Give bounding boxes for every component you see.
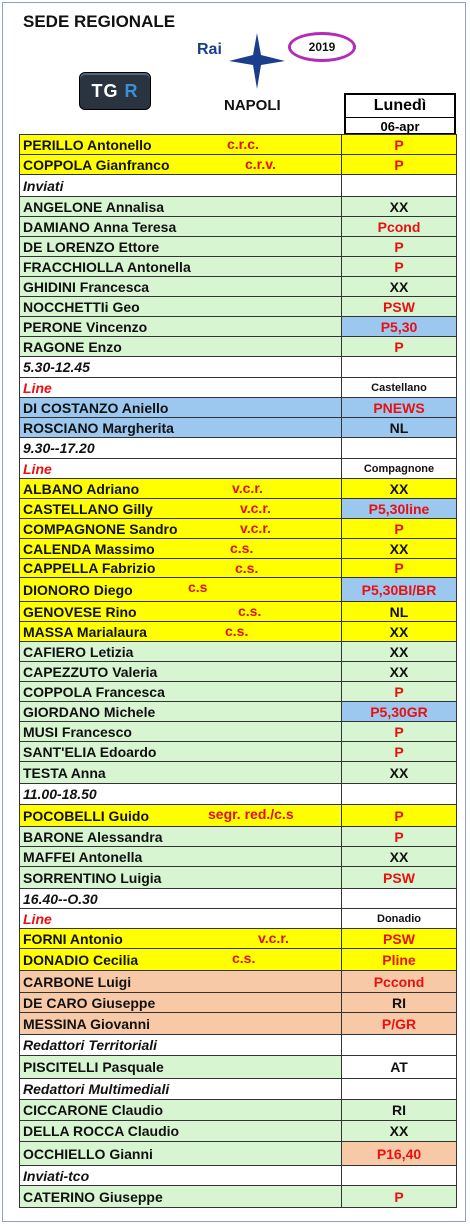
rai-star-icon <box>227 33 287 89</box>
role-label: c.s. <box>238 603 262 619</box>
table-row <box>20 378 457 398</box>
table-row <box>20 949 457 971</box>
table-row <box>20 418 457 438</box>
shift-value: P <box>342 682 457 702</box>
shift-value: P5,30BI/BR <box>342 578 457 602</box>
table-row <box>20 971 457 993</box>
table-row <box>20 1056 457 1079</box>
table-row <box>20 642 457 662</box>
row-name-text: DELLA ROCCA Claudio <box>23 1123 180 1139</box>
row-name-text: PERONE Vincenzo <box>23 318 148 335</box>
row-name-text: DONADIO Cecilia <box>23 951 139 968</box>
table-row <box>20 217 457 237</box>
shift-value: P16,40 <box>342 1142 457 1166</box>
row-name-text: DE CARO Giuseppe <box>23 994 156 1011</box>
section-label <box>20 784 342 805</box>
row-name-text: DIONORO Diego <box>23 581 133 598</box>
row-name-text: ROSCIANO Margherita <box>23 419 174 436</box>
day-header <box>344 93 456 135</box>
employee-name <box>20 1013 342 1035</box>
employee-name <box>20 499 342 519</box>
table-row <box>20 479 457 499</box>
table-row <box>20 867 457 889</box>
row-name-text: Redattori Territoriali <box>23 1037 158 1053</box>
row-name-text: GHIDINI Francesca <box>23 278 150 295</box>
table-row <box>20 297 457 317</box>
shift-value: RI <box>342 1100 457 1121</box>
table-row <box>20 889 457 909</box>
employee-name <box>20 418 342 438</box>
shift-value: AT <box>342 1056 457 1079</box>
employee-name <box>20 805 342 827</box>
roster-table <box>19 134 457 1208</box>
row-name-text: CALENDA Massimo <box>23 540 155 557</box>
row-name-text: CATERINO Giuseppe <box>23 1188 163 1205</box>
table-row <box>20 1079 457 1100</box>
row-name-text: TESTA Anna <box>23 764 106 781</box>
shift-value: P <box>342 135 457 155</box>
employee-name <box>20 742 342 762</box>
shift-value: Pline <box>342 949 457 971</box>
employee-name <box>20 762 342 784</box>
table-row <box>20 559 457 578</box>
row-name-text: DI COSTANZO Aniello <box>23 399 169 416</box>
row-name-text: Inviati-tco <box>23 1167 90 1184</box>
table-row <box>20 459 457 479</box>
page-title: SEDE REGIONALE <box>23 12 176 31</box>
table-row <box>20 1121 457 1142</box>
row-name-text: 9.30--17.20 <box>23 440 95 456</box>
row-name-text: OCCHIELLO Gianni <box>23 1145 153 1162</box>
row-name-text: RAGONE Enzo <box>23 338 122 355</box>
role-label: c.s. <box>230 540 254 556</box>
row-name-text: CAPPELLA Fabrizio <box>23 560 156 576</box>
shift-value: P <box>342 1186 457 1208</box>
row-name-text: ALBANO Adriano <box>23 480 140 497</box>
table-row <box>20 682 457 702</box>
row-name-text: POCOBELLI Guido <box>23 807 149 824</box>
employee-name <box>20 1121 342 1142</box>
employee-name <box>20 622 342 642</box>
table-row <box>20 357 457 378</box>
shift-value <box>342 175 457 197</box>
row-name-text: CAFIERO Letizia <box>23 643 134 660</box>
employee-name <box>20 337 342 357</box>
shift-value: PSW <box>342 929 457 949</box>
employee-name <box>20 277 342 297</box>
shift-value: XX <box>342 762 457 784</box>
day-name: Lunedì <box>346 95 454 118</box>
table-row <box>20 847 457 867</box>
table-row <box>20 805 457 827</box>
row-name-text: DAMIANO Anna Teresa <box>23 218 177 235</box>
table-row <box>20 784 457 805</box>
shift-value <box>342 889 457 909</box>
employee-name <box>20 237 342 257</box>
table-row <box>20 438 457 459</box>
employee-name <box>20 135 342 155</box>
table-row <box>20 1166 457 1186</box>
shift-value: P <box>342 742 457 762</box>
row-name-text: SORRENTINO Luigia <box>23 869 162 886</box>
role-label: c.r.c. <box>227 136 259 152</box>
shift-value: P <box>342 237 457 257</box>
shift-value <box>342 1035 457 1056</box>
shift-value: Compagnone <box>342 459 457 479</box>
table-row <box>20 762 457 784</box>
row-name-text: Line <box>23 910 52 927</box>
employee-name <box>20 993 342 1013</box>
shift-value: P <box>342 805 457 827</box>
employee-name <box>20 479 342 499</box>
role-label: c.s <box>188 579 208 595</box>
shift-value: Donadio <box>342 909 457 929</box>
shift-value: NL <box>342 418 457 438</box>
shift-value: P <box>342 337 457 357</box>
row-name-text: ANGELONE Annalisa <box>23 198 165 215</box>
table-row <box>20 662 457 682</box>
row-name-text: COPPOLA Gianfranco <box>23 156 170 173</box>
table-row <box>20 155 457 175</box>
role-label: c.s. <box>225 623 249 639</box>
shift-value: PSW <box>342 867 457 889</box>
shift-value: Pccond <box>342 971 457 993</box>
table-row <box>20 135 457 155</box>
employee-name <box>20 217 342 237</box>
shift-value: PNEWS <box>342 398 457 418</box>
row-name-text: COMPAGNONE Sandro <box>23 520 178 537</box>
employee-name <box>20 1142 342 1166</box>
shift-value: NL <box>342 602 457 622</box>
shift-value <box>342 784 457 805</box>
row-name-text: FORNI Antonio <box>23 930 123 947</box>
rai-brand-text: Rai <box>197 41 222 58</box>
shift-value: XX <box>342 1121 457 1142</box>
employee-name <box>20 578 342 602</box>
table-row <box>20 578 457 602</box>
row-name-text: Inviati <box>23 177 64 194</box>
row-name-text: DE LORENZO Ettore <box>23 238 160 255</box>
table-row <box>20 1013 457 1035</box>
table-row <box>20 929 457 949</box>
employee-name <box>20 559 342 578</box>
rai-logo <box>197 33 297 89</box>
employee-name <box>20 929 342 949</box>
table-row <box>20 742 457 762</box>
table-row <box>20 277 457 297</box>
employee-name <box>20 949 342 971</box>
shift-value: P <box>342 519 457 539</box>
row-name-text: MASSA Marialaura <box>23 623 147 640</box>
table-row <box>20 909 457 929</box>
employee-name <box>20 519 342 539</box>
employee-name <box>20 1100 342 1121</box>
table-row <box>20 702 457 722</box>
employee-name <box>20 317 342 337</box>
shift-value: P <box>342 559 457 578</box>
employee-name <box>20 539 342 559</box>
shift-value: XX <box>342 479 457 499</box>
employee-name <box>20 297 342 317</box>
line-label <box>20 459 342 479</box>
employee-name <box>20 257 342 277</box>
row-name-text: PISCITELLI Pasquale <box>23 1059 164 1075</box>
row-name-text: 11.00-18.50 <box>23 786 97 802</box>
row-name-text: MAFFEI Antonella <box>23 848 143 865</box>
table-row <box>20 539 457 559</box>
row-name-text: CICCARONE Claudio <box>23 1102 163 1118</box>
row-name-text: GIORDANO Michele <box>23 703 156 720</box>
shift-value: XX <box>342 622 457 642</box>
table-row <box>20 337 457 357</box>
row-name-text: 5.30-12.45 <box>23 359 90 375</box>
row-name-text: CAPEZZUTO Valeria <box>23 663 158 680</box>
row-name-text: GENOVESE Rino <box>23 603 137 620</box>
table-row <box>20 317 457 337</box>
line-label <box>20 378 342 398</box>
role-label: c.r.v. <box>245 156 276 172</box>
shift-value <box>342 438 457 459</box>
table-row <box>20 1142 457 1166</box>
city-label: NAPOLI <box>224 97 281 114</box>
table-row <box>20 1035 457 1056</box>
employee-name <box>20 398 342 418</box>
shift-value: P5,30GR <box>342 702 457 722</box>
table-row <box>20 175 457 197</box>
shift-value <box>342 1079 457 1100</box>
shift-value: XX <box>342 642 457 662</box>
day-date: 06-apr <box>380 119 420 134</box>
employee-name <box>20 722 342 742</box>
table-row <box>20 499 457 519</box>
section-label <box>20 1035 342 1056</box>
shift-value: XX <box>342 197 457 217</box>
employee-name <box>20 971 342 993</box>
shift-value: RI <box>342 993 457 1013</box>
role-label: c.s. <box>232 950 256 966</box>
row-name-text: FRACCHIOLLA Antonella <box>23 258 191 275</box>
row-name-text: Redattori Multimediali <box>23 1081 170 1097</box>
role-label: v.c.r. <box>258 930 289 946</box>
row-name-text: CASTELLANO Gilly <box>23 500 153 517</box>
table-row <box>20 827 457 847</box>
tgr-logo <box>79 72 151 110</box>
shift-value: PSW <box>342 297 457 317</box>
employee-name <box>20 155 342 175</box>
shift-value: P/GR <box>342 1013 457 1035</box>
shift-value <box>342 357 457 378</box>
row-name-text: Line <box>23 460 52 477</box>
row-name-text: 16.40--O.30 <box>23 890 98 907</box>
employee-name <box>20 1186 342 1208</box>
shift-value: P <box>342 722 457 742</box>
employee-name <box>20 662 342 682</box>
row-name-text: NOCCHETTIi Geo <box>23 298 140 315</box>
employee-name <box>20 1056 342 1079</box>
year-badge: 2019 <box>288 32 356 62</box>
section-label <box>20 438 342 459</box>
table-row <box>20 622 457 642</box>
shift-value <box>342 1166 457 1186</box>
table-row <box>20 993 457 1013</box>
table-row <box>20 398 457 418</box>
row-name-text: CARBONE Luigi <box>23 973 132 990</box>
employee-name <box>20 197 342 217</box>
employee-name <box>20 867 342 889</box>
section-label <box>20 1079 342 1100</box>
employee-name <box>20 827 342 847</box>
shift-value: XX <box>342 847 457 867</box>
table-row <box>20 257 457 277</box>
row-name-text: Line <box>23 379 52 396</box>
row-name-text: PERILLO Antonello <box>23 136 152 153</box>
row-name-text: MESSINA Giovanni <box>23 1015 151 1032</box>
role-label: v.c.r. <box>240 520 271 536</box>
shift-value: P <box>342 827 457 847</box>
role-label: segr. red./c.s <box>208 806 294 822</box>
section-label <box>20 889 342 909</box>
section-label <box>20 1166 342 1186</box>
table-row <box>20 237 457 257</box>
section-label <box>20 175 342 197</box>
table-row <box>20 1186 457 1208</box>
row-name-text: BARONE Alessandra <box>23 828 163 845</box>
table-row <box>20 722 457 742</box>
employee-name <box>20 682 342 702</box>
row-name-text: SANT'ELIA Edoardo <box>23 743 157 760</box>
employee-name <box>20 702 342 722</box>
table-row <box>20 1100 457 1121</box>
employee-name <box>20 847 342 867</box>
role-label: v.c.r. <box>232 480 263 496</box>
table-row <box>20 519 457 539</box>
line-label <box>20 909 342 929</box>
row-name-text: COPPOLA Francesca <box>23 683 165 700</box>
shift-value: XX <box>342 277 457 297</box>
shift-value: P5,30line <box>342 499 457 519</box>
shift-value: XX <box>342 662 457 682</box>
schedule-sheet <box>2 2 466 1222</box>
shift-value: P5,30 <box>342 317 457 337</box>
employee-name <box>20 602 342 622</box>
table-row <box>20 602 457 622</box>
employee-name <box>20 642 342 662</box>
row-name-text: MUSI Francesco <box>23 723 132 740</box>
shift-value: Castellano <box>342 378 457 398</box>
table-row <box>20 197 457 217</box>
tgr-logo-text: TG R <box>91 81 139 101</box>
role-label: c.s. <box>235 560 259 576</box>
role-label: v.c.r. <box>240 500 271 516</box>
shift-value: Pcond <box>342 217 457 237</box>
section-label <box>20 357 342 378</box>
shift-value: P <box>342 257 457 277</box>
shift-value: P <box>342 155 457 175</box>
shift-value: XX <box>342 539 457 559</box>
